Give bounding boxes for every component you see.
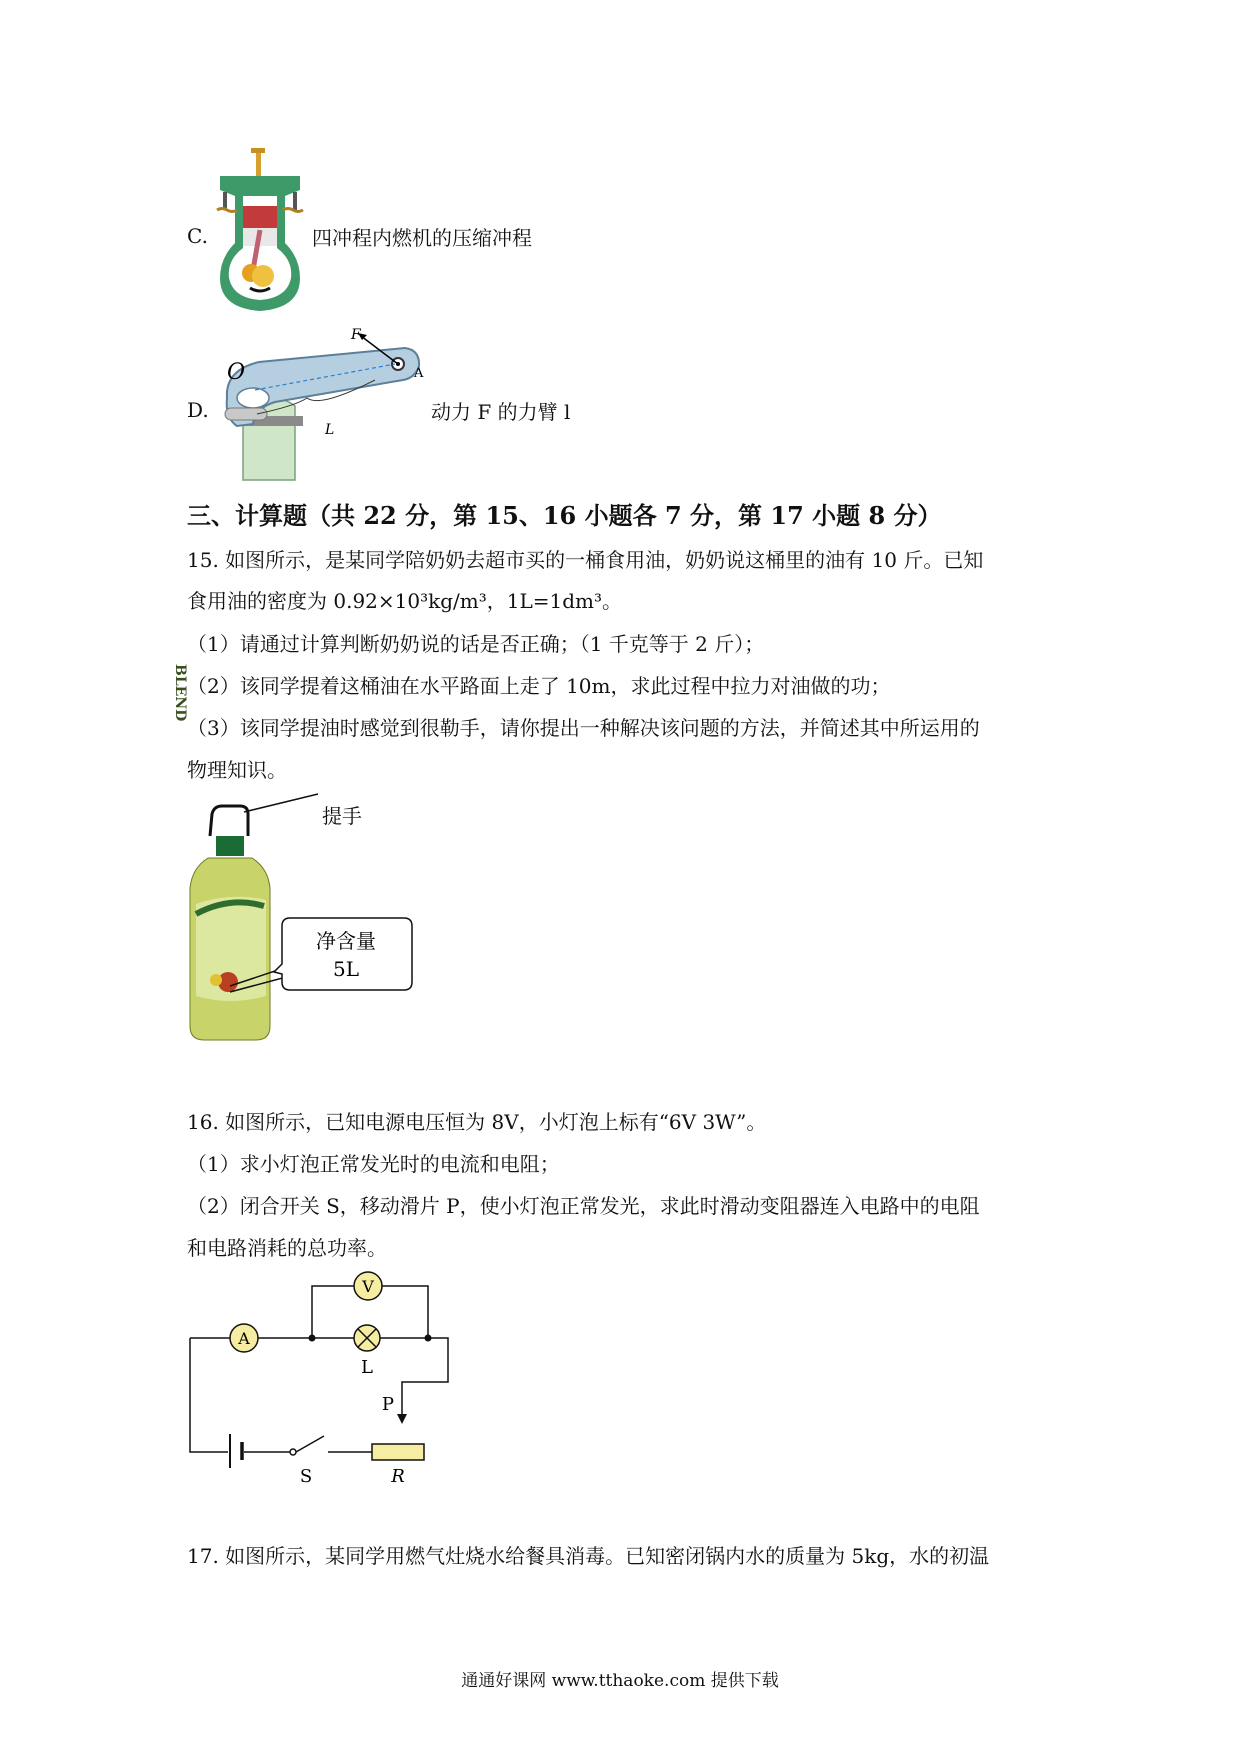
bubble-label-2: 5L: [332, 957, 360, 981]
section-3-title: 三、计算题（共 22 分，第 15、16 小题各 7 分，第 17 小题 8 分）: [187, 501, 942, 530]
option-d-label: D.: [187, 398, 209, 422]
voltmeter-label: V: [362, 1277, 374, 1296]
label-F: F: [351, 327, 361, 343]
lamp-label: L: [361, 1357, 373, 1378]
q16-part-1: （1）求小灯泡正常发光时的电流和电阻；: [187, 1152, 560, 1176]
q16-part-2b: 和电路消耗的总功率。: [187, 1236, 387, 1260]
switch-label: S: [299, 1466, 313, 1487]
option-c-label: C.: [187, 224, 208, 248]
resistor-label: R: [391, 1466, 405, 1487]
q15-line-1: 15. 如图所示，是某同学陪奶奶去超市买的一桶食用油，奶奶说这桶里的油有 10 斤。已知: [187, 548, 984, 572]
bottle-opener-lever-figure: [215, 328, 430, 480]
page-footer: 通通好课网 www.tthaoke.com 提供下载: [461, 1671, 779, 1691]
label-A: A: [414, 366, 424, 381]
q17-line-1: 17. 如图所示，某同学用燃气灶烧水给餐具消毒。已知密闭锅内水的质量为 5kg，水的初温: [187, 1544, 990, 1568]
option-d-caption: 动力 F 的力臂 l: [431, 400, 571, 424]
ammeter-label: A: [238, 1329, 250, 1348]
q15-line-2: 食用油的密度为 0.92×10³kg/m³，1L=1dm³。: [187, 589, 623, 613]
q15-part-3a: （3）该同学提油时感觉到很勒手，请你提出一种解决该问题的方法，并简述其中所运用的: [187, 716, 980, 740]
q16-line-1: 16. 如图所示，已知电源电压恒为 8V，小灯泡上标有“6V 3W”。: [187, 1110, 767, 1134]
option-c-caption: 四冲程内燃机的压缩冲程: [312, 226, 532, 250]
label-O: O: [227, 360, 246, 385]
q15-part-3b: 物理知识。: [187, 758, 287, 782]
circuit-diagram: [180, 1270, 460, 1490]
q15-part-2: （2）该同学提着这桶油在水平路面上走了 10m，求此过程中拉力对油做的功；: [187, 674, 891, 698]
q15-part-1: （1）请通过计算判断奶奶说的话是否正确；（1 千克等于 2 斤）；: [187, 632, 765, 656]
label-L: L: [325, 422, 335, 438]
slider-label: P: [381, 1394, 394, 1415]
bubble-label-1: 净含量: [316, 929, 376, 953]
handle-label: 提手: [322, 804, 362, 828]
q16-part-2a: （2）闭合开关 S，移动滑片 P，使小灯泡正常发光，求此时滑动变阻器连入电路中的电阻: [187, 1194, 980, 1218]
engine-compression-stroke-figure: [215, 148, 310, 313]
brand-text: BLEND: [172, 664, 188, 722]
